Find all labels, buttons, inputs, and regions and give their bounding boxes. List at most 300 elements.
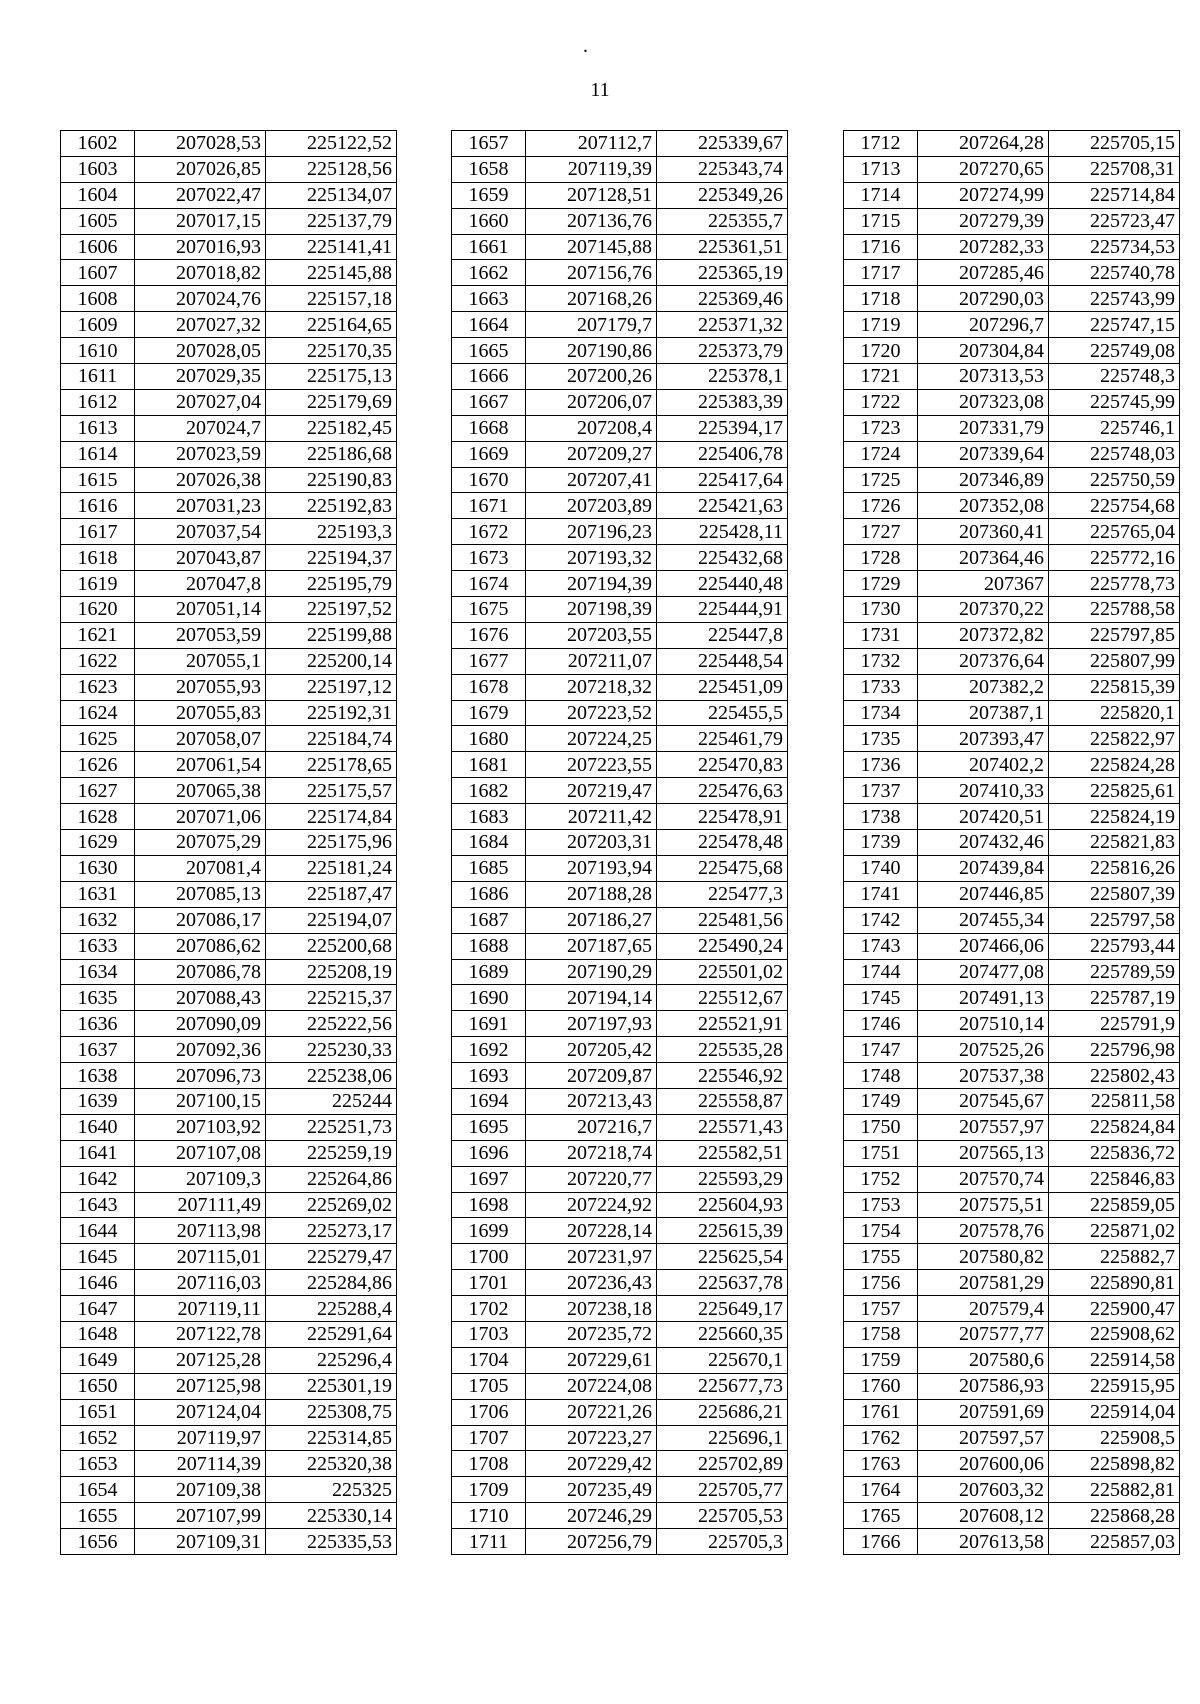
- table-row: [452, 804, 788, 830]
- y-coordinate-cell: 225477,3: [657, 881, 788, 907]
- x-coordinate-cell: 207051,14: [135, 597, 266, 623]
- y-coordinate-cell: 225816,26: [1049, 855, 1180, 881]
- x-coordinate-cell: 207107,99: [135, 1503, 266, 1529]
- x-coordinate-cell: 207053,59: [135, 622, 266, 648]
- x-coordinate-cell: 207235,49: [526, 1477, 657, 1503]
- y-coordinate-cell: 225754,68: [1049, 493, 1180, 519]
- point-number-cell: 1677: [452, 648, 526, 674]
- x-coordinate-cell: 207058,07: [135, 726, 266, 752]
- table-row: [452, 545, 788, 571]
- x-coordinate-cell: 207613,58: [918, 1529, 1049, 1555]
- point-number-cell: 1711: [452, 1529, 526, 1555]
- x-coordinate-cell: 207124,04: [135, 1399, 266, 1425]
- point-number-cell: 1741: [844, 881, 918, 907]
- y-coordinate-cell: 225308,75: [266, 1399, 397, 1425]
- y-coordinate-cell: 225174,84: [266, 804, 397, 830]
- point-number-cell: 1628: [61, 804, 135, 830]
- y-coordinate-cell: 225677,73: [657, 1373, 788, 1399]
- table-row: [844, 1270, 1180, 1296]
- x-coordinate-cell: 207219,47: [526, 778, 657, 804]
- y-coordinate-cell: 225447,8: [657, 622, 788, 648]
- y-coordinate-cell: 225184,74: [266, 726, 397, 752]
- point-number-cell: 1705: [452, 1373, 526, 1399]
- y-coordinate-cell: 225915,95: [1049, 1373, 1180, 1399]
- y-coordinate-cell: 225821,83: [1049, 830, 1180, 856]
- table-row: [844, 1011, 1180, 1037]
- point-number-cell: 1709: [452, 1477, 526, 1503]
- y-coordinate-cell: 225178,65: [266, 752, 397, 778]
- x-coordinate-cell: 207238,18: [526, 1296, 657, 1322]
- x-coordinate-cell: 207224,92: [526, 1192, 657, 1218]
- point-number-cell: 1617: [61, 519, 135, 545]
- point-number-cell: 1700: [452, 1244, 526, 1270]
- y-coordinate-cell: 225868,28: [1049, 1503, 1180, 1529]
- y-coordinate-cell: 225478,91: [657, 804, 788, 830]
- point-number-cell: 1729: [844, 571, 918, 597]
- x-coordinate-cell: 207591,69: [918, 1399, 1049, 1425]
- point-number-cell: 1604: [61, 182, 135, 208]
- x-coordinate-cell: 207081,4: [135, 855, 266, 881]
- y-coordinate-cell: 225788,58: [1049, 597, 1180, 623]
- table-row: [844, 1425, 1180, 1451]
- table-row: [844, 804, 1180, 830]
- x-coordinate-cell: 207085,13: [135, 881, 266, 907]
- x-coordinate-cell: 207088,43: [135, 985, 266, 1011]
- y-coordinate-cell: 225824,19: [1049, 804, 1180, 830]
- x-coordinate-cell: 207071,06: [135, 804, 266, 830]
- x-coordinate-cell: 207206,07: [526, 389, 657, 415]
- y-coordinate-cell: 225279,47: [266, 1244, 397, 1270]
- table-row: [844, 1088, 1180, 1114]
- table-row: [452, 1218, 788, 1244]
- point-number-cell: 1717: [844, 260, 918, 286]
- x-coordinate-cell: 207086,17: [135, 907, 266, 933]
- point-number-cell: 1716: [844, 234, 918, 260]
- y-coordinate-cell: 225571,43: [657, 1114, 788, 1140]
- coordinates-table-3: [843, 130, 1180, 1555]
- x-coordinate-cell: 207027,04: [135, 389, 266, 415]
- point-number-cell: 1612: [61, 389, 135, 415]
- table-row: [61, 286, 397, 312]
- table-row: [844, 1399, 1180, 1425]
- point-number-cell: 1652: [61, 1425, 135, 1451]
- x-coordinate-cell: 207279,39: [918, 208, 1049, 234]
- table-row: [844, 1529, 1180, 1555]
- x-coordinate-cell: 207103,92: [135, 1114, 266, 1140]
- point-number-cell: 1632: [61, 907, 135, 933]
- y-coordinate-cell: 225284,86: [266, 1270, 397, 1296]
- y-coordinate-cell: 225807,99: [1049, 648, 1180, 674]
- y-coordinate-cell: 225478,48: [657, 830, 788, 856]
- table-row: [452, 752, 788, 778]
- x-coordinate-cell: 207432,46: [918, 830, 1049, 856]
- point-number-cell: 1694: [452, 1088, 526, 1114]
- y-coordinate-cell: 225748,3: [1049, 364, 1180, 390]
- point-number-cell: 1602: [61, 131, 135, 157]
- y-coordinate-cell: 225417,64: [657, 467, 788, 493]
- y-coordinate-cell: 225787,19: [1049, 985, 1180, 1011]
- point-number-cell: 1683: [452, 804, 526, 830]
- y-coordinate-cell: 225264,86: [266, 1166, 397, 1192]
- table-row: [61, 571, 397, 597]
- table-row: [452, 855, 788, 881]
- table-row: [844, 648, 1180, 674]
- point-number-cell: 1750: [844, 1114, 918, 1140]
- table-row: [452, 389, 788, 415]
- y-coordinate-cell: 225593,29: [657, 1166, 788, 1192]
- point-number-cell: 1726: [844, 493, 918, 519]
- x-coordinate-cell: 207109,31: [135, 1529, 266, 1555]
- y-coordinate-cell: 225797,58: [1049, 907, 1180, 933]
- point-number-cell: 1630: [61, 855, 135, 881]
- table-row: [844, 182, 1180, 208]
- point-number-cell: 1740: [844, 855, 918, 881]
- y-coordinate-cell: 225432,68: [657, 545, 788, 571]
- point-number-cell: 1679: [452, 700, 526, 726]
- point-number-cell: 1695: [452, 1114, 526, 1140]
- point-number-cell: 1620: [61, 597, 135, 623]
- table-row: [61, 182, 397, 208]
- point-number-cell: 1718: [844, 286, 918, 312]
- table-row: [844, 1321, 1180, 1347]
- point-number-cell: 1641: [61, 1140, 135, 1166]
- x-coordinate-cell: 207100,15: [135, 1088, 266, 1114]
- table-row: [844, 1140, 1180, 1166]
- y-coordinate-cell: 225273,17: [266, 1218, 397, 1244]
- x-coordinate-cell: 207229,42: [526, 1451, 657, 1477]
- point-number-cell: 1631: [61, 881, 135, 907]
- point-number-cell: 1615: [61, 467, 135, 493]
- x-coordinate-cell: 207223,27: [526, 1425, 657, 1451]
- point-number-cell: 1758: [844, 1321, 918, 1347]
- y-coordinate-cell: 225314,85: [266, 1425, 397, 1451]
- y-coordinate-cell: 225705,15: [1049, 131, 1180, 157]
- table-row: [844, 312, 1180, 338]
- y-coordinate-cell: 225200,14: [266, 648, 397, 674]
- table-row: [844, 1114, 1180, 1140]
- point-number-cell: 1658: [452, 156, 526, 182]
- point-number-cell: 1753: [844, 1192, 918, 1218]
- x-coordinate-cell: 207477,08: [918, 959, 1049, 985]
- y-coordinate-cell: 225470,83: [657, 752, 788, 778]
- table-row: [61, 1296, 397, 1322]
- y-coordinate-cell: 225908,62: [1049, 1321, 1180, 1347]
- table-row: [452, 493, 788, 519]
- y-coordinate-cell: 225444,91: [657, 597, 788, 623]
- x-coordinate-cell: 207372,82: [918, 622, 1049, 648]
- x-coordinate-cell: 207370,22: [918, 597, 1049, 623]
- x-coordinate-cell: 207109,38: [135, 1477, 266, 1503]
- x-coordinate-cell: 207205,42: [526, 1037, 657, 1063]
- y-coordinate-cell: 225187,47: [266, 881, 397, 907]
- x-coordinate-cell: 207466,06: [918, 933, 1049, 959]
- point-number-cell: 1644: [61, 1218, 135, 1244]
- point-number-cell: 1661: [452, 234, 526, 260]
- x-coordinate-cell: 207092,36: [135, 1037, 266, 1063]
- table-row: [844, 389, 1180, 415]
- table-row: [452, 312, 788, 338]
- table-row: [61, 1063, 397, 1089]
- point-number-cell: 1651: [61, 1399, 135, 1425]
- y-coordinate-cell: 225740,78: [1049, 260, 1180, 286]
- y-coordinate-cell: 225428,11: [657, 519, 788, 545]
- x-coordinate-cell: 207193,94: [526, 855, 657, 881]
- y-coordinate-cell: 225914,58: [1049, 1347, 1180, 1373]
- point-number-cell: 1625: [61, 726, 135, 752]
- x-coordinate-cell: 207213,43: [526, 1088, 657, 1114]
- table-row: [61, 855, 397, 881]
- y-coordinate-cell: 225476,63: [657, 778, 788, 804]
- table-row: [452, 1088, 788, 1114]
- table-row: [844, 597, 1180, 623]
- x-coordinate-cell: 207187,65: [526, 933, 657, 959]
- point-number-cell: 1747: [844, 1037, 918, 1063]
- point-number-cell: 1760: [844, 1373, 918, 1399]
- x-coordinate-cell: 207439,84: [918, 855, 1049, 881]
- y-coordinate-cell: 225490,24: [657, 933, 788, 959]
- y-coordinate-cell: 225197,52: [266, 597, 397, 623]
- table-row: [61, 1011, 397, 1037]
- table-row: [61, 234, 397, 260]
- x-coordinate-cell: 207111,49: [135, 1192, 266, 1218]
- x-coordinate-cell: 207209,27: [526, 441, 657, 467]
- y-coordinate-cell: 225859,05: [1049, 1192, 1180, 1218]
- y-coordinate-cell: 225145,88: [266, 260, 397, 286]
- y-coordinate-cell: 225822,97: [1049, 726, 1180, 752]
- point-number-cell: 1603: [61, 156, 135, 182]
- table-row: [844, 415, 1180, 441]
- table-row: [61, 674, 397, 700]
- y-coordinate-cell: 225625,54: [657, 1244, 788, 1270]
- y-coordinate-cell: 225137,79: [266, 208, 397, 234]
- x-coordinate-cell: 207186,27: [526, 907, 657, 933]
- y-coordinate-cell: 225175,13: [266, 364, 397, 390]
- y-coordinate-cell: 225378,1: [657, 364, 788, 390]
- coordinates-table-2: [451, 130, 788, 1555]
- y-coordinate-cell: 225871,02: [1049, 1218, 1180, 1244]
- table-row: [844, 338, 1180, 364]
- x-coordinate-cell: 207107,08: [135, 1140, 266, 1166]
- x-coordinate-cell: 207557,97: [918, 1114, 1049, 1140]
- y-coordinate-cell: 225824,84: [1049, 1114, 1180, 1140]
- x-coordinate-cell: 207597,57: [918, 1425, 1049, 1451]
- x-coordinate-cell: 207578,76: [918, 1218, 1049, 1244]
- y-coordinate-cell: 225128,56: [266, 156, 397, 182]
- x-coordinate-cell: 207109,3: [135, 1166, 266, 1192]
- table-row: [844, 1347, 1180, 1373]
- point-number-cell: 1653: [61, 1451, 135, 1477]
- y-coordinate-cell: 225406,78: [657, 441, 788, 467]
- y-coordinate-cell: 225475,68: [657, 855, 788, 881]
- table-row: [452, 467, 788, 493]
- table-row: [844, 907, 1180, 933]
- y-coordinate-cell: 225789,59: [1049, 959, 1180, 985]
- x-coordinate-cell: 207228,14: [526, 1218, 657, 1244]
- x-coordinate-cell: 207075,29: [135, 830, 266, 856]
- y-coordinate-cell: 225714,84: [1049, 182, 1180, 208]
- x-coordinate-cell: 207055,93: [135, 674, 266, 700]
- x-coordinate-cell: 207028,05: [135, 338, 266, 364]
- point-number-cell: 1659: [452, 182, 526, 208]
- table-row: [61, 881, 397, 907]
- table-row: [452, 1063, 788, 1089]
- table-row: [452, 1114, 788, 1140]
- table-row: [452, 1373, 788, 1399]
- point-number-cell: 1662: [452, 260, 526, 286]
- x-coordinate-cell: 207188,28: [526, 881, 657, 907]
- y-coordinate-cell: 225898,82: [1049, 1451, 1180, 1477]
- x-coordinate-cell: 207037,54: [135, 519, 266, 545]
- x-coordinate-cell: 207352,08: [918, 493, 1049, 519]
- point-number-cell: 1757: [844, 1296, 918, 1322]
- table-row: [452, 156, 788, 182]
- y-coordinate-cell: 225383,39: [657, 389, 788, 415]
- x-coordinate-cell: 207580,6: [918, 1347, 1049, 1373]
- point-number-cell: 1669: [452, 441, 526, 467]
- point-number-cell: 1728: [844, 545, 918, 571]
- table-row: [452, 985, 788, 1011]
- table-row: [844, 959, 1180, 985]
- y-coordinate-cell: 225723,47: [1049, 208, 1180, 234]
- table-row: [61, 156, 397, 182]
- point-number-cell: 1706: [452, 1399, 526, 1425]
- point-number-cell: 1629: [61, 830, 135, 856]
- y-coordinate-cell: 225705,53: [657, 1503, 788, 1529]
- table-row: [844, 545, 1180, 571]
- x-coordinate-cell: 207360,41: [918, 519, 1049, 545]
- point-number-cell: 1607: [61, 260, 135, 286]
- y-coordinate-cell: 225361,51: [657, 234, 788, 260]
- table-row: [452, 1037, 788, 1063]
- x-coordinate-cell: 207119,11: [135, 1296, 266, 1322]
- table-row: [844, 1037, 1180, 1063]
- point-number-cell: 1765: [844, 1503, 918, 1529]
- x-coordinate-cell: 207145,88: [526, 234, 657, 260]
- point-number-cell: 1649: [61, 1347, 135, 1373]
- point-number-cell: 1627: [61, 778, 135, 804]
- table-row: [61, 959, 397, 985]
- x-coordinate-cell: 207026,85: [135, 156, 266, 182]
- table-row: [452, 597, 788, 623]
- table-row: [61, 804, 397, 830]
- point-number-cell: 1692: [452, 1037, 526, 1063]
- x-coordinate-cell: 207090,09: [135, 1011, 266, 1037]
- y-coordinate-cell: 225882,7: [1049, 1244, 1180, 1270]
- point-number-cell: 1621: [61, 622, 135, 648]
- y-coordinate-cell: 225179,69: [266, 389, 397, 415]
- y-coordinate-cell: 225440,48: [657, 571, 788, 597]
- table-row: [844, 985, 1180, 1011]
- table-row: [844, 726, 1180, 752]
- point-number-cell: 1702: [452, 1296, 526, 1322]
- table-row: [61, 1503, 397, 1529]
- point-number-cell: 1663: [452, 286, 526, 312]
- table-row: [452, 208, 788, 234]
- x-coordinate-cell: 207119,39: [526, 156, 657, 182]
- point-number-cell: 1680: [452, 726, 526, 752]
- y-coordinate-cell: 225373,79: [657, 338, 788, 364]
- point-number-cell: 1743: [844, 933, 918, 959]
- y-coordinate-cell: 225259,19: [266, 1140, 397, 1166]
- x-coordinate-cell: 207116,03: [135, 1270, 266, 1296]
- x-coordinate-cell: 207029,35: [135, 364, 266, 390]
- y-coordinate-cell: 225343,74: [657, 156, 788, 182]
- table-row: [61, 545, 397, 571]
- x-coordinate-cell: 207246,29: [526, 1503, 657, 1529]
- y-coordinate-cell: 225192,31: [266, 700, 397, 726]
- table-row: [61, 597, 397, 623]
- x-coordinate-cell: 207122,78: [135, 1321, 266, 1347]
- x-coordinate-cell: 207027,32: [135, 312, 266, 338]
- page-number: 11: [590, 79, 610, 101]
- y-coordinate-cell: 225857,03: [1049, 1529, 1180, 1555]
- table-row: [452, 1011, 788, 1037]
- table-row: [844, 208, 1180, 234]
- table-row: [844, 1166, 1180, 1192]
- point-number-cell: 1754: [844, 1218, 918, 1244]
- point-number-cell: 1691: [452, 1011, 526, 1037]
- y-coordinate-cell: 225122,52: [266, 131, 397, 157]
- y-coordinate-cell: 225330,14: [266, 1503, 397, 1529]
- table-row: [452, 830, 788, 856]
- table-row: [844, 1477, 1180, 1503]
- point-number-cell: 1613: [61, 415, 135, 441]
- x-coordinate-cell: 207114,39: [135, 1451, 266, 1477]
- x-coordinate-cell: 207339,64: [918, 441, 1049, 467]
- point-number-cell: 1763: [844, 1451, 918, 1477]
- y-coordinate-cell: 225686,21: [657, 1399, 788, 1425]
- point-number-cell: 1744: [844, 959, 918, 985]
- y-coordinate-cell: 225451,09: [657, 674, 788, 700]
- x-coordinate-cell: 207156,76: [526, 260, 657, 286]
- x-coordinate-cell: 207346,89: [918, 467, 1049, 493]
- x-coordinate-cell: 207193,32: [526, 545, 657, 571]
- point-number-cell: 1713: [844, 156, 918, 182]
- table-row: [844, 260, 1180, 286]
- y-coordinate-cell: 225749,08: [1049, 338, 1180, 364]
- table-row: [61, 519, 397, 545]
- table-row: [61, 1270, 397, 1296]
- table-row: [452, 907, 788, 933]
- x-coordinate-cell: 207022,47: [135, 182, 266, 208]
- point-number-cell: 1722: [844, 389, 918, 415]
- table-row: [61, 1399, 397, 1425]
- point-number-cell: 1671: [452, 493, 526, 519]
- y-coordinate-cell: 225421,63: [657, 493, 788, 519]
- table-row: [452, 234, 788, 260]
- table-row: [452, 700, 788, 726]
- point-number-cell: 1656: [61, 1529, 135, 1555]
- point-number-cell: 1693: [452, 1063, 526, 1089]
- y-coordinate-cell: 225793,44: [1049, 933, 1180, 959]
- x-coordinate-cell: 207580,82: [918, 1244, 1049, 1270]
- x-coordinate-cell: 207304,84: [918, 338, 1049, 364]
- point-number-cell: 1633: [61, 933, 135, 959]
- x-coordinate-cell: 207125,98: [135, 1373, 266, 1399]
- x-coordinate-cell: 207545,67: [918, 1088, 1049, 1114]
- point-number-cell: 1650: [61, 1373, 135, 1399]
- table-row: [61, 726, 397, 752]
- table-row: [61, 752, 397, 778]
- table-row: [452, 726, 788, 752]
- point-number-cell: 1666: [452, 364, 526, 390]
- table-row: [844, 467, 1180, 493]
- x-coordinate-cell: 207200,26: [526, 364, 657, 390]
- y-coordinate-cell: 225181,24: [266, 855, 397, 881]
- table-row: [452, 959, 788, 985]
- point-number-cell: 1623: [61, 674, 135, 700]
- table-row: [452, 1477, 788, 1503]
